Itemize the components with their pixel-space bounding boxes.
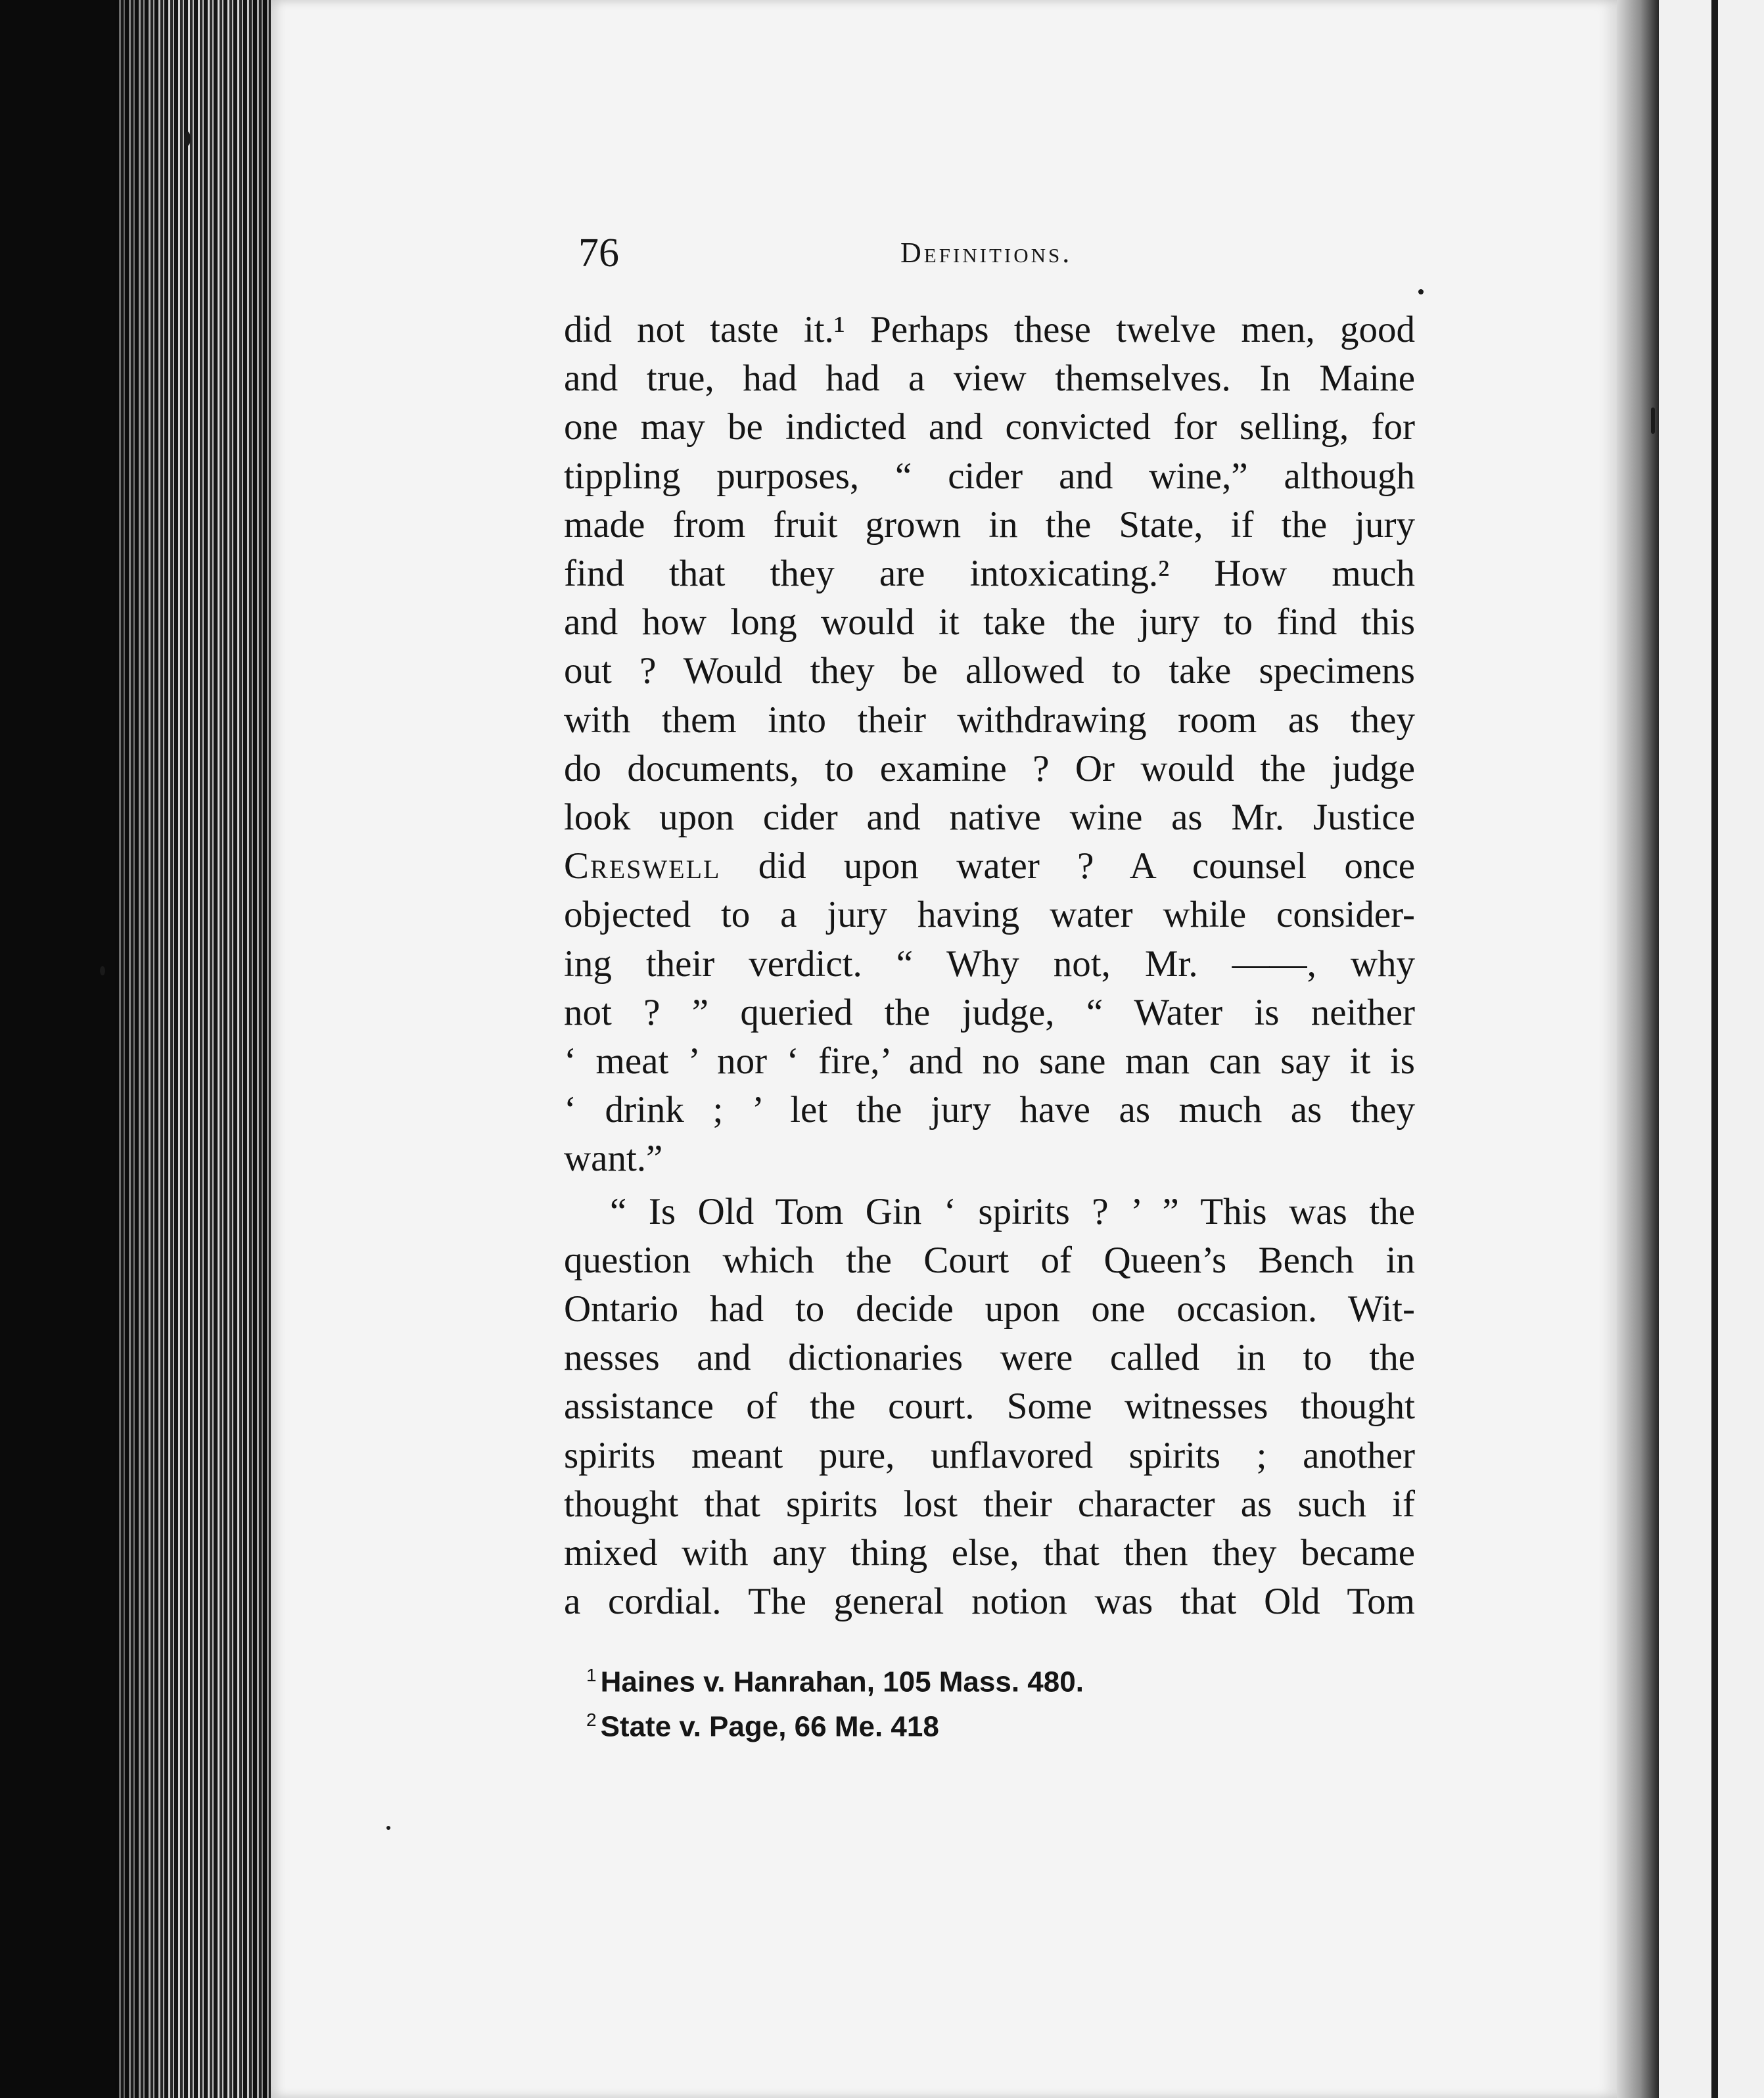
text-line: question which the Court of Queen’s Bench in: [564, 1239, 1415, 1281]
text-line: made from fruit grown in the State, if the jury: [564, 503, 1415, 546]
small-caps-name: Creswell: [564, 845, 721, 887]
text-line: one may be indicted and convicted for selling, for: [564, 406, 1415, 448]
scan-speck: [1651, 408, 1655, 434]
footnote-text: Haines v. Hanrahan, 105 Mass. 480.: [600, 1666, 1084, 1698]
text-line: out ? Would they be allowed to take specimens: [564, 650, 1415, 692]
text-line: with them into their withdrawing room as they: [564, 699, 1415, 741]
text-line: and true, had had a view themselves. In Maine: [564, 358, 1415, 400]
text-line: thought that spirits lost their character as such if: [564, 1483, 1415, 1525]
text-line: [564, 842, 1415, 891]
text-line: do documents, to examine ? Or would the judge: [564, 747, 1415, 789]
scan-speck: [386, 1826, 390, 1830]
running-title: Definitions.: [900, 237, 1073, 269]
text-line: find that they are intoxicating.² How much: [564, 553, 1415, 595]
footnote-mark: 1: [586, 1665, 597, 1685]
footnote-mark: 2: [586, 1709, 597, 1730]
text-line: ing their verdict. “ Why not, Mr. ——, why: [564, 943, 1415, 985]
text-line: Ontario had to decide upon one occasion. Wit-: [564, 1288, 1415, 1330]
text-line: a cordial. The general notion was that Old Tom: [564, 1581, 1415, 1623]
scan-speck: [100, 966, 105, 975]
footnote-1: [586, 1656, 1375, 1701]
footnote-2: [586, 1701, 1375, 1746]
body-text: [564, 306, 1415, 1626]
text-line: ‘ meat ’ nor ‘ fire,’ and no sane man can say it is: [564, 1040, 1415, 1083]
text-line: did not taste it.¹ Perhaps these twelve men, good: [564, 309, 1415, 350]
text-line: mixed with any thing else, that then they became: [564, 1532, 1415, 1574]
text-line: assistance of the court. Some witnesses thought: [564, 1386, 1415, 1428]
text-line: not ? ” queried the judge, “ Water is neither: [564, 991, 1415, 1033]
text-line: look upon cider and native wine as Mr. Justice: [564, 797, 1415, 839]
scan-speck: [1418, 289, 1424, 294]
paragraph-1: [564, 306, 1415, 1184]
page-number: 76: [578, 231, 619, 275]
text-line: objected to a jury having water while consider-: [564, 894, 1415, 936]
page-stack-shadow: [115, 0, 273, 2098]
facing-page-border: [1711, 0, 1718, 2098]
text-line: tippling purposes, “ cider and wine,” although: [564, 455, 1415, 497]
text-fragment: did upon water ? A counsel once: [720, 845, 1415, 887]
scan-speck: [184, 131, 191, 146]
footnotes: [586, 1656, 1375, 1745]
book-gutter: [1617, 0, 1659, 2098]
text-line: and how long would it take the jury to find this: [564, 601, 1415, 643]
text-line: want.”: [564, 1138, 663, 1180]
page-header: [578, 227, 1111, 279]
footnote-text: State v. Page, 66 Me. 418: [600, 1710, 939, 1743]
text-line: ‘ drink ; ’ let the jury have as much as they: [564, 1089, 1415, 1131]
text-line: “ Is Old Tom Gin ‘ spirits ? ’ ” This was the: [610, 1190, 1415, 1232]
text-line: spirits meant pure, unflavored spirits ; another: [564, 1434, 1415, 1476]
paragraph-2: [564, 1184, 1415, 1627]
text-line: nesses and dictionaries were called in to the: [564, 1337, 1415, 1379]
